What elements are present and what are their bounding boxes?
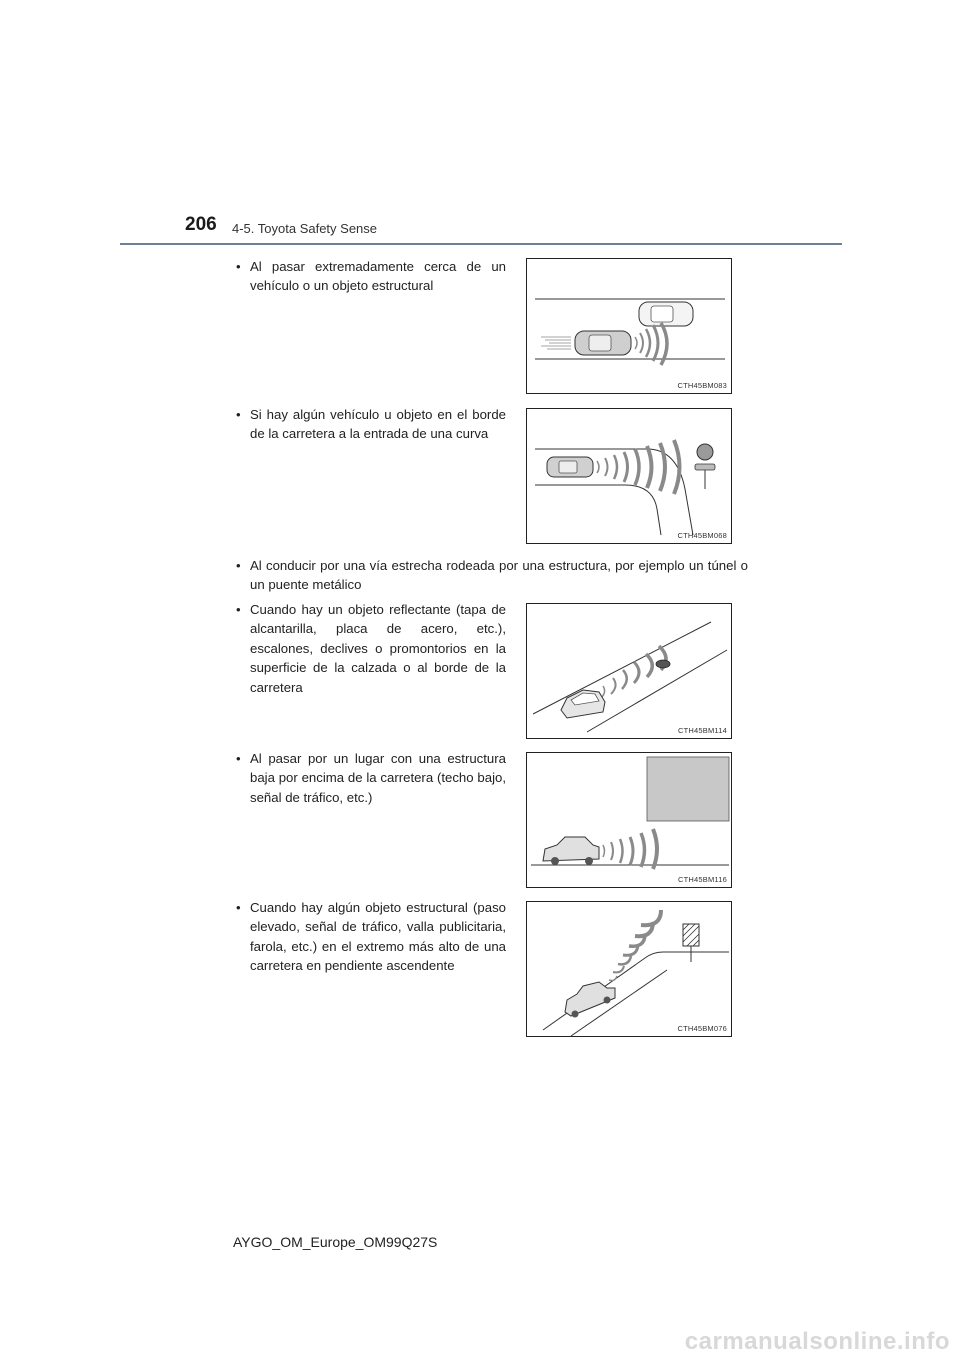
illustration-close-pass: [527, 259, 733, 395]
figure-code: CTH45BM068: [677, 531, 727, 540]
item-text: Al pasar por un lugar con una estructura baja por encima de la carretera (techo bajo, señal de tráfico, etc.): [250, 751, 506, 805]
illustration-curve-entry: [527, 409, 733, 545]
header-divider: [120, 243, 842, 245]
page-number: 206: [185, 214, 217, 235]
figure-reflective-object: [526, 603, 732, 739]
list-item: [236, 257, 506, 296]
list-item: [236, 749, 506, 807]
list-item: [236, 405, 506, 444]
manhole-cover-icon: [656, 660, 670, 668]
illustration-uphill-structure: [527, 902, 733, 1038]
sign-board-icon: [683, 924, 699, 962]
illustration-reflective-object: [527, 604, 733, 740]
item-text: Al pasar extremadamente cerca de un vehículo o un objeto estructural: [250, 259, 506, 294]
item-text: Si hay algún vehículo u objeto en el borde de la carretera a la entrada de una curva: [250, 407, 506, 442]
figure-curve-entry: [526, 408, 732, 544]
moving-car-icon: [543, 837, 599, 865]
bullet: •: [236, 900, 241, 915]
bullet: •: [236, 407, 241, 422]
figure-code: CTH45BM083: [677, 381, 727, 390]
roadside-sign-icon: [695, 444, 715, 489]
overhead-structure-icon: [647, 757, 729, 821]
moving-car-icon: [547, 457, 593, 477]
figure-close-pass: [526, 258, 732, 394]
figure-uphill-structure: [526, 901, 732, 1037]
list-item: [236, 556, 748, 595]
parked-car-icon: [639, 302, 693, 326]
bullet: •: [236, 259, 241, 274]
list-item: [236, 600, 506, 697]
figure-code: CTH45BM114: [678, 726, 727, 735]
list-item: [236, 898, 506, 976]
moving-car-icon: [565, 982, 615, 1018]
figure-code: CTH45BM116: [678, 875, 727, 884]
document-id: AYGO_OM_Europe_OM99Q27S: [233, 1234, 438, 1250]
item-text: Cuando hay un objeto reflectante (tapa de alcantarilla, placa de acero, etc.), escalones, declives o promontorios en la superficie de la calzada o al borde de la carretera: [250, 602, 506, 695]
watermark: carmanualsonline.info: [684, 1328, 950, 1355]
moving-car-icon: [561, 690, 605, 718]
item-text: Al conducir por una vía estrecha rodeada por una estructura, por ejemplo un túnel o un puente metálico: [250, 558, 748, 593]
moving-car-icon: [575, 331, 631, 355]
section-title: 4-5. Toyota Safety Sense: [232, 221, 378, 236]
illustration-low-structure: [527, 753, 733, 889]
figure-low-structure: [526, 752, 732, 888]
bullet: •: [236, 602, 241, 617]
figure-code: CTH45BM076: [677, 1024, 727, 1033]
bullet: •: [236, 751, 241, 766]
bullet: •: [236, 558, 241, 573]
item-text: Cuando hay algún objeto estructural (paso elevado, señal de tráfico, valla publicitaria, farola, etc.) en el extremo más alto de una carretera en pendiente ascendente: [250, 900, 506, 974]
